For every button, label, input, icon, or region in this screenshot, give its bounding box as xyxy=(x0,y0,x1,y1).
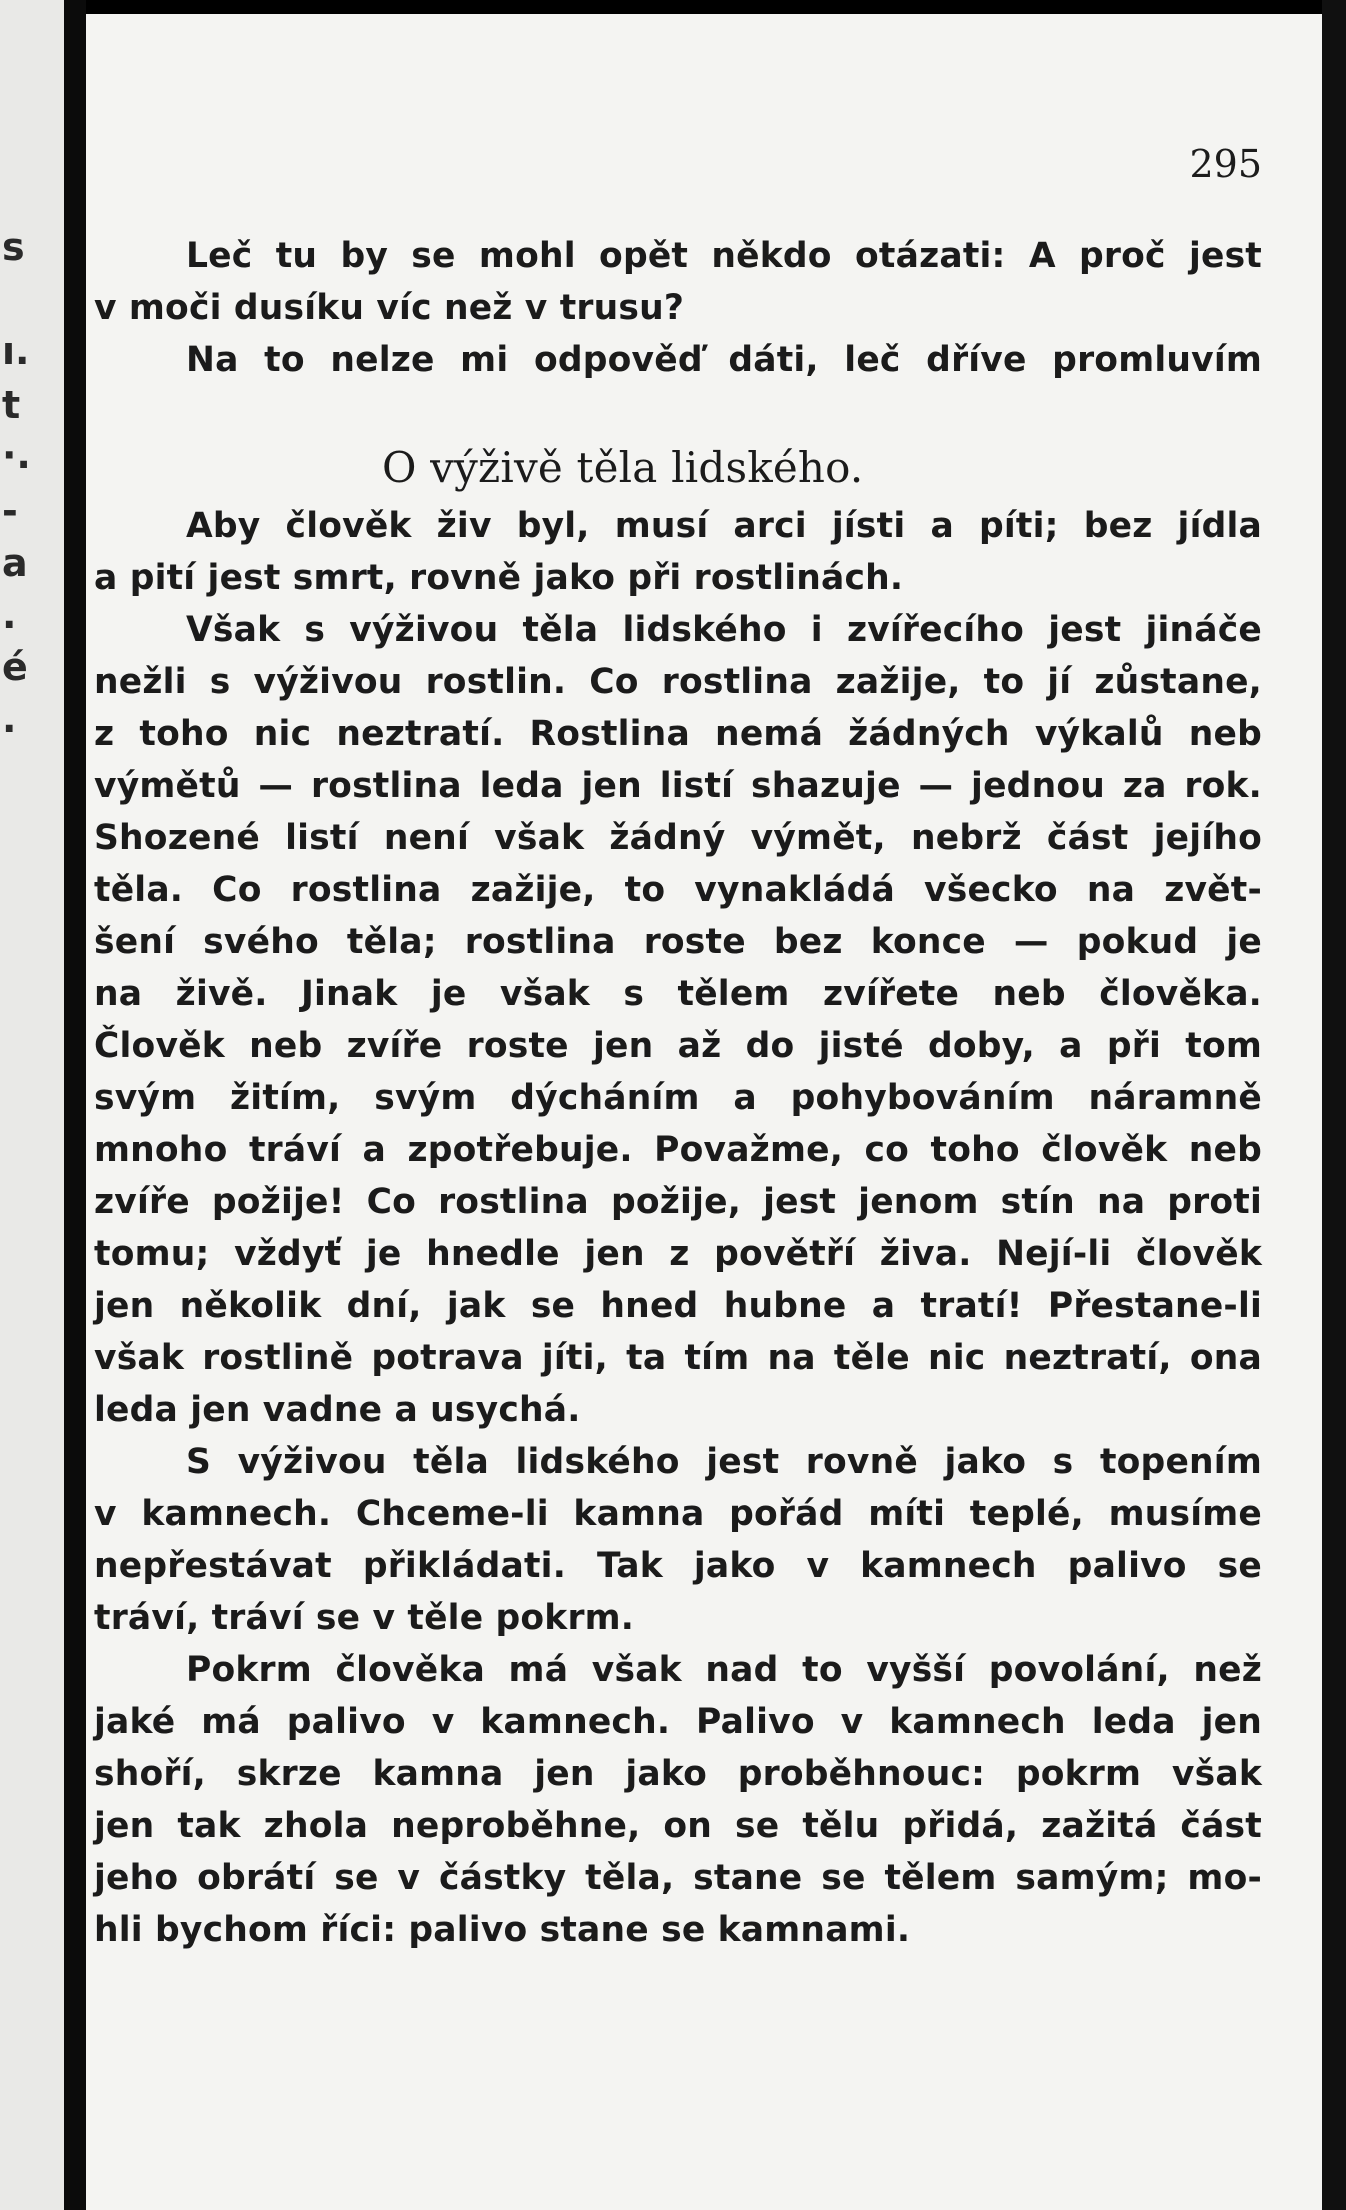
text-line: shoří, skrze kamna jen jako proběhnouc: pokrm však xyxy=(94,1754,1262,1794)
adjacent-page-fragment: ı. xyxy=(2,329,30,373)
text-line: nežli s výživou rostlin. Co rostlina zažije, to jí zůstane, xyxy=(94,662,1262,702)
adjacent-page-fragment: - xyxy=(2,489,18,533)
text-line: na živě. Jinak je však s tělem zvířete neb člověka. xyxy=(94,974,1262,1014)
adjacent-page-fragment: . xyxy=(2,593,17,637)
adjacent-page-fragment: a xyxy=(2,541,28,585)
page-number: 295 xyxy=(1189,142,1262,186)
text-line: jen tak zhola neproběhne, on se tělu přidá, zažitá část xyxy=(94,1806,1262,1846)
adjacent-page-fragment: ·. xyxy=(2,433,31,477)
text-line: z toho nic neztratí. Rostlina nemá žádných výkalů neb xyxy=(94,714,1262,754)
text-line: v moči dusíku víc než v trusu? xyxy=(94,288,685,328)
adjacent-page-fragment: . xyxy=(2,697,17,741)
adjacent-page-fragment: é xyxy=(2,645,28,689)
adjacent-page-edge xyxy=(0,0,64,2210)
text-line: mnoho tráví a zpotřebuje. Považme, co toho člověk neb xyxy=(94,1130,1262,1170)
text-line: zvíře požije! Co rostlina požije, jest jenom stín na proti xyxy=(94,1182,1262,1222)
adjacent-page-fragment: t xyxy=(2,383,21,427)
text-line: tomu; vždyť je hnedle jen z povětří živa. Nejí-li člověk xyxy=(94,1234,1262,1274)
text-line: Pokrm člověka má však nad to vyšší povolání, než xyxy=(186,1650,1262,1690)
text-line: svým žitím, svým dýcháním a pohybováním náramně xyxy=(94,1078,1262,1118)
text-line: hli bychom říci: palivo stane se kamnami. xyxy=(94,1910,911,1950)
text-line: jeho obrátí se v částky těla, stane se tělem samým; mo- xyxy=(94,1858,1262,1898)
text-line: Leč tu by se mohl opět někdo otázati: A proč jest xyxy=(186,236,1262,276)
text-line: Však s výživou těla lidského i zvířecího jest jináče xyxy=(186,610,1262,650)
text-line: Člověk neb zvíře roste jen až do jisté doby, a při tom xyxy=(94,1026,1262,1066)
text-line: S výživou těla lidského jest rovně jako s topením xyxy=(186,1442,1262,1482)
text-line: Shozené listí není však žádný výmět, nebrž část jejího xyxy=(94,818,1262,858)
text-line: jaké má palivo v kamnech. Palivo v kamnech leda jen xyxy=(94,1702,1262,1742)
text-line: a pití jest smrt, rovně jako při rostlinách. xyxy=(94,558,904,598)
text-line: nepřestávat přikládati. Tak jako v kamnech palivo se xyxy=(94,1546,1262,1586)
scan-border-right xyxy=(1322,0,1346,2210)
text-line: v kamnech. Chceme-li kamna pořád míti teplé, musíme xyxy=(94,1494,1262,1534)
text-line: výmětů — rostlina leda jen listí shazuje — jednou za rok. xyxy=(94,766,1262,806)
text-line: Aby člověk živ byl, musí arci jísti a píti; bez jídla xyxy=(186,506,1262,546)
section-heading: O výživě těla lidského. xyxy=(382,443,864,492)
text-line: tráví, tráví se v těle pokrm. xyxy=(94,1598,635,1638)
adjacent-page-fragment: s xyxy=(2,225,25,269)
text-line: šení svého těla; rostlina roste bez konce — pokud je xyxy=(94,922,1262,962)
text-line: jen několik dní, jak se hned hubne a tratí! Přestane-li xyxy=(94,1286,1262,1326)
text-line: leda jen vadne a usychá. xyxy=(94,1390,581,1430)
book-gutter xyxy=(64,0,86,2210)
text-line: Na to nelze mi odpověď dáti, leč dříve promluvím xyxy=(186,340,1262,380)
book-page xyxy=(86,14,1322,2210)
text-line: těla. Co rostlina zažije, to vynakládá všecko na zvět- xyxy=(94,870,1262,910)
text-line: však rostlině potrava jíti, ta tím na těle nic neztratí, ona xyxy=(94,1338,1262,1378)
